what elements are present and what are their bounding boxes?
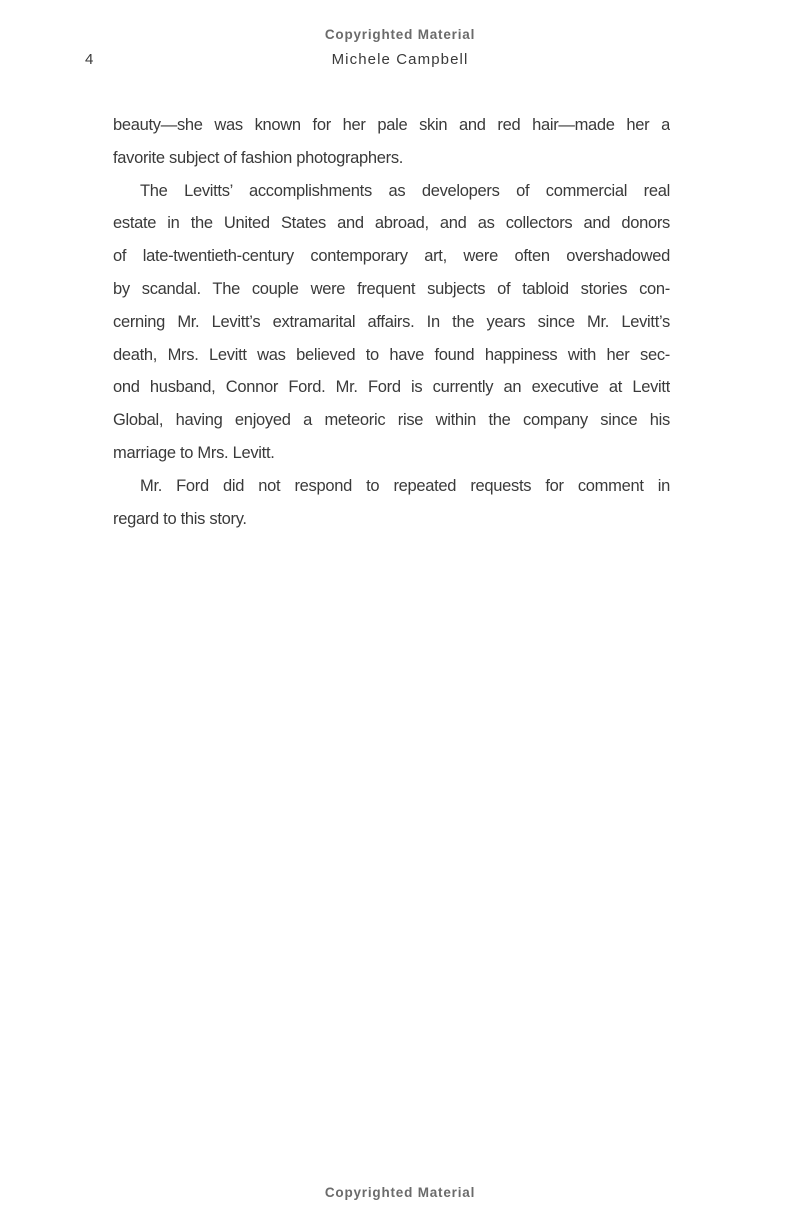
- text-line: Global, having enjoyed a meteoric rise within the company since his: [113, 411, 670, 430]
- paragraph: [113, 109, 670, 175]
- text-line: death, Mrs. Levitt was believed to have found happiness with her sec-: [113, 345, 670, 364]
- page-number: 4: [85, 51, 94, 68]
- paragraph: [113, 470, 670, 536]
- text-line: regard to this story.: [113, 509, 247, 528]
- running-header-author: Michele Campbell: [331, 51, 469, 68]
- copyright-notice-top: Copyrighted Material: [324, 27, 476, 42]
- copyright-notice-bottom: Copyrighted Material: [324, 1185, 476, 1200]
- text-line: marriage to Mrs. Levitt.: [113, 443, 275, 462]
- text-line: cerning Mr. Levitt’s extramarital affairs. In the years since Mr. Levitt’s: [113, 312, 670, 331]
- text-line: ond husband, Connor Ford. Mr. Ford is currently an executive at Levitt: [113, 378, 670, 397]
- text-line: of late-twentieth-century contemporary art, were often overshadowed: [113, 247, 670, 266]
- text-line: The Levitts’ accomplishments as developers of commercial real: [140, 181, 670, 200]
- body-text: [113, 109, 670, 535]
- text-line: favorite subject of fashion photographers.: [113, 148, 404, 167]
- text-line: Mr. Ford did not respond to repeated requests for comment in: [140, 476, 670, 495]
- text-line: beauty—she was known for her pale skin and red hair—made her a: [113, 116, 670, 134]
- paragraph: [113, 175, 670, 470]
- text-line: by scandal. The couple were frequent subjects of tabloid stories con-: [113, 279, 670, 298]
- text-line: estate in the United States and abroad, and as collectors and donors: [113, 214, 670, 233]
- page-header: [0, 51, 800, 71]
